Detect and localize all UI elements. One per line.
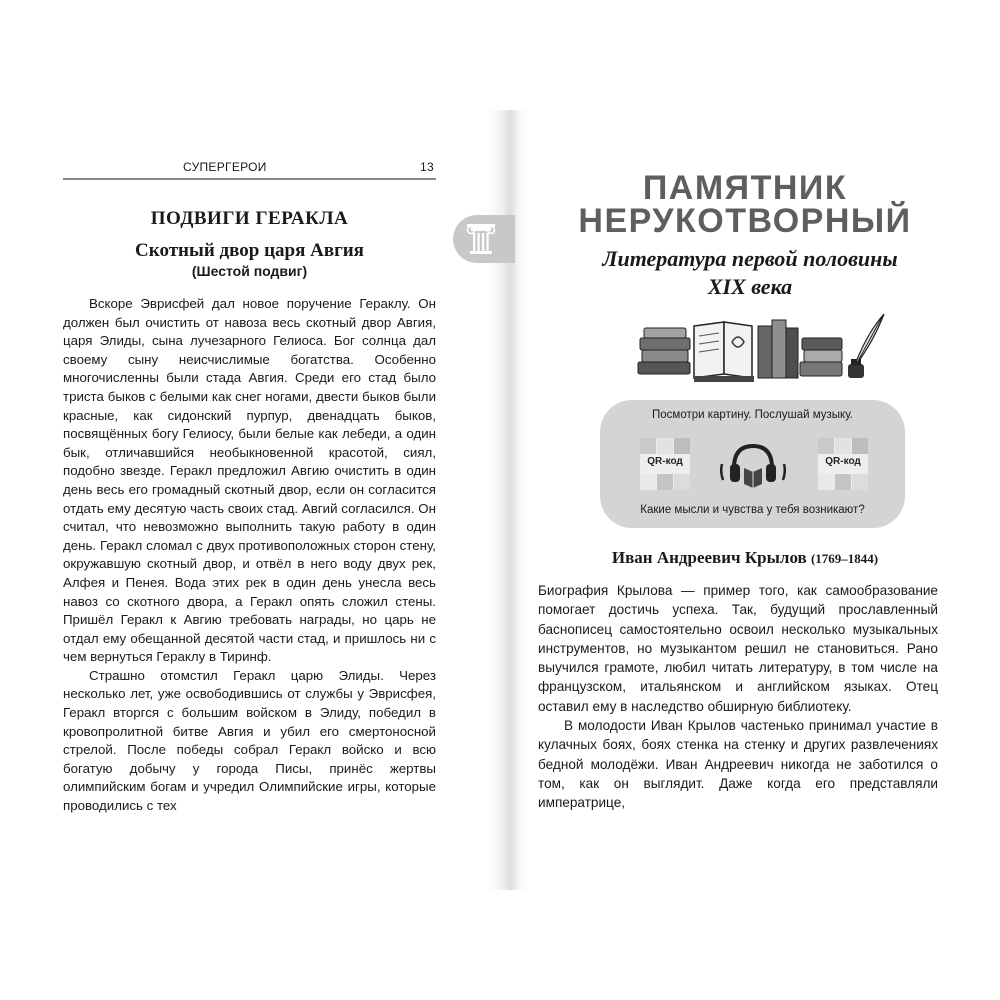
section-title	[520, 169, 970, 240]
books-and-quill-illustration	[636, 312, 886, 384]
ionic-column-icon	[463, 221, 499, 257]
headphones-icon	[720, 438, 786, 490]
media-box	[600, 400, 905, 528]
section-title-line: НЕРУКОТВОРНЫЙ	[578, 202, 912, 240]
right-body-text	[538, 581, 938, 813]
media-prompt-bottom: Какие мысли и чувства у тебя возникают?	[640, 504, 865, 516]
running-header-title: СУПЕРГЕРОИ	[183, 160, 267, 174]
section-title-line: ПАМЯТНИК	[642, 169, 848, 207]
section-subtitle-line: XIX века	[707, 274, 793, 299]
section-subtitle-line: Литература первой половины	[602, 246, 898, 271]
story-title: Скотный двор царя Авгия	[135, 240, 364, 261]
qr-code-label: QR-код	[825, 456, 861, 467]
running-header	[63, 160, 436, 180]
page-number: 13	[420, 160, 434, 174]
chapter-title: ПОДВИГИ ГЕРАКЛА	[150, 208, 349, 229]
qr-code-right[interactable]	[818, 438, 868, 490]
section-tab	[453, 215, 515, 263]
author-name: Иван Андреевич Крылов	[611, 548, 807, 567]
section-subtitle	[540, 245, 960, 301]
paragraph: В молодости Иван Крылов частенько принимал участие в кулачных боях, боях стенка на стенку и других развлечениях бедной молодёжи. Иван Андреевич никогда не заботился о том, как он выглядит. Даже когда его представляли императрице,	[538, 718, 938, 811]
paragraph: Биография Крылова — пример того, как самообразование помогает достичь успеха. Так, будущий прославленный баснописец самостоятельно освоил несколько музыкальных инструментов, но музыкантом решил не становиться. Рано выучился грамоте, любил читать литературу, в том числе на французском, итальянском и английском языках. Отец оставил ему в наследство обширную библиотеку.	[538, 583, 938, 714]
story-subtitle: (Шестой подвиг)	[191, 263, 308, 279]
author-years: (1769–1844)	[810, 551, 879, 566]
qr-code-label: QR-код	[647, 456, 683, 467]
paragraph: Вскоре Эврисфей дал новое поручение Гераклу. Он должен был очистить от навоза весь скотный двор Авгия, царя Элиды, сына лучезарного Гелиоса. Бог солнца дал своему сыну неисчислимые богатства. Особенно многочисленны были стада Авгия. Среди его стад было триста быков с белыми как снег ногами, двести быков были красные, как сидонский пурпур, двенадцать быков, посвящённых богу Гелиосу, были белые как лебеди, а один бык, отличавшийся необыкновенной красотой, сиял, подобно звезде. Геракл предложил Авгию очистить в один день весь его громадный скотный двор, если он согласится отдать ему десятую часть своих стад. Авгий согласился. Он считал, что невозможно выполнить такую работу в один день. Геракл сломал с двух противоположных сторон стену, окружавшую скотный двор, и отвёл в него воду двух рек, Алфея и Пенея. Вода этих рек в один день унесла весь навоз со скотного двора, а Геракл опять сложил стены. Пришёл Геракл к Авгию требовать награды, но царь не отдал ему обещанной десятой части стад, и пришлось ни с чем вернуться Гераклу в Тиринф.	[63, 296, 436, 665]
qr-code-left[interactable]	[640, 438, 690, 490]
author-heading	[520, 548, 970, 568]
left-body-text	[63, 295, 436, 816]
paragraph: Страшно отомстил Геракл царю Элиды. Через несколько лет, уже освободившись от службы у Эврисфея, Геракл вторгся с большим войском в Элиду, победил в кровопролитной битве Авгия и убил его смертоносной стрелой. После победы собрал Геракл войско и всю богатую добычу у города Писы, принёс жертвы олимпийским богам и учредил Олимпийские игры, которые проводились с тех	[63, 667, 436, 814]
media-prompt-top: Посмотри картину. Послушай музыку.	[652, 409, 853, 421]
